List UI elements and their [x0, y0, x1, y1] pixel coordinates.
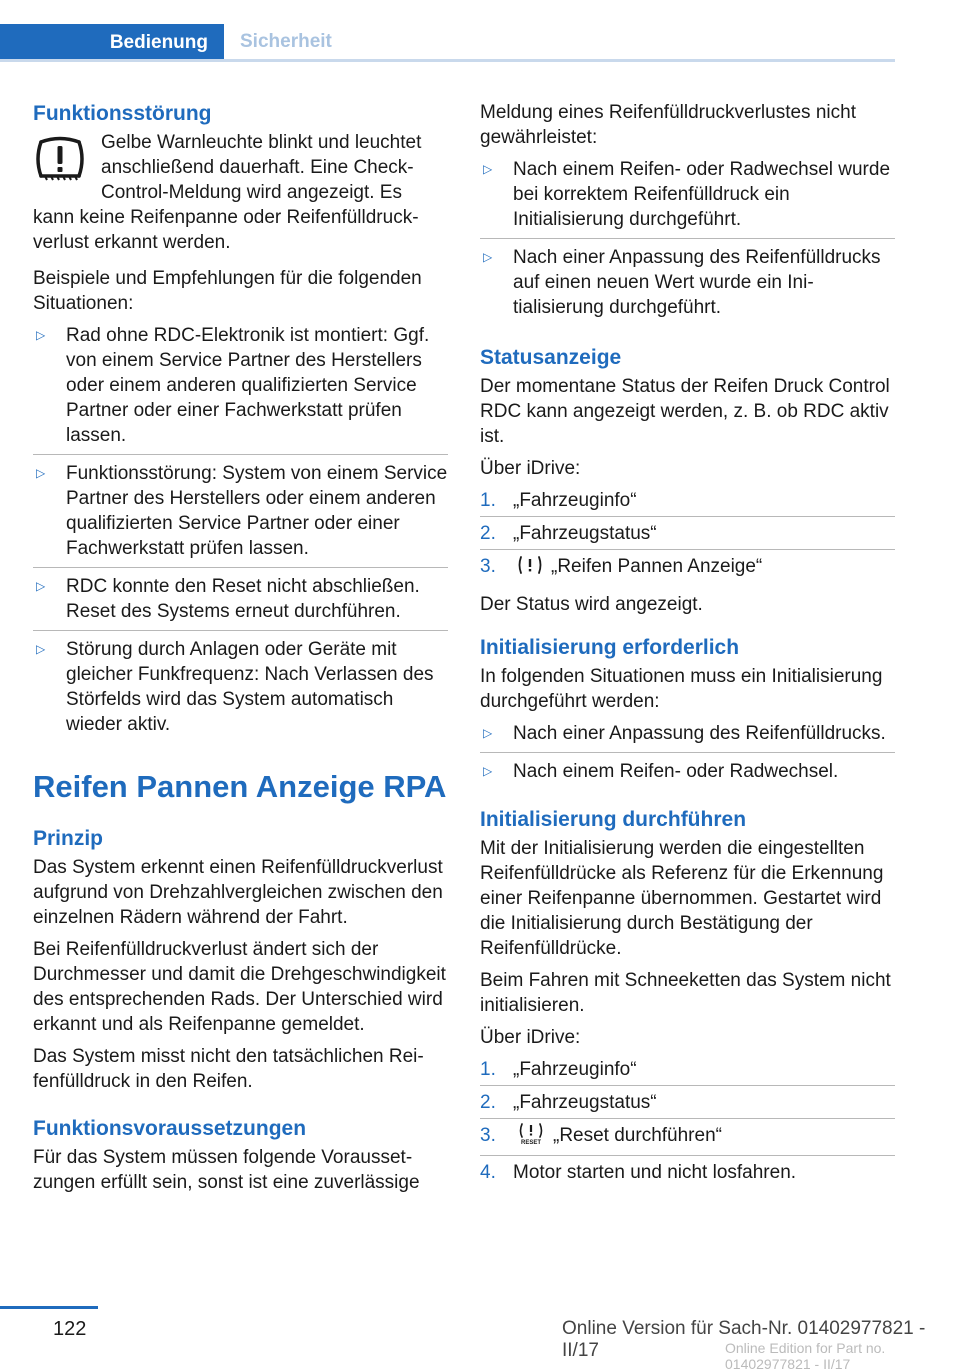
- heading-rpa: Reifen Pannen Anzeige RPA: [33, 769, 447, 804]
- triangle-bullet-icon: ▷: [36, 328, 46, 342]
- paragraph-init-do: Mit der Initialisierung werden die eingestellten Reifenfülldrücke als Referenz für die Erkennung einer Reifenpanne übernommen. Gestartet wird die Initialisierung durch Bestätigung der Reifenfülldrücke.: [480, 838, 884, 959]
- paragraph-beispiele: Beispiele und Empfehlungen für die folgenden Situationen:: [33, 268, 422, 314]
- heading-statusanzeige: Statusanzeige: [480, 346, 622, 369]
- tabbar-divider: [0, 59, 895, 62]
- footer-accent-line: [0, 1306, 98, 1309]
- triangle-bullet-icon: ▷: [483, 764, 493, 778]
- paragraph-idrive-1: Über iDrive:: [480, 458, 581, 479]
- paragraph-continuation: Meldung eines Reifenfülldruckverlustes nicht gewährleistet:: [480, 102, 856, 148]
- online-version-note: Online Version für Sach-Nr. 01402977821 - II/17: [562, 1318, 926, 1361]
- paragraph-prinzip-2: Bei Reifenfülldruckverlust ändert sich der Durchmesser und damit die Drehgeschwindigkeit des entsprechenden Rads. Der Unterschied wird erkannt und als Reifenpanne gemeldet.: [33, 939, 446, 1035]
- list-item: ▷ Rad ohne RDC-Elektronik ist montiert: Ggf. von einem Service Partner des Herstellers oder einem anderen qualifizierten Service Partner oder einer Fachwerkstatt prüfen lassen.: [33, 323, 448, 455]
- triangle-bullet-icon: ▷: [36, 579, 46, 593]
- steps-list-reset: [480, 1057, 895, 1188]
- list-item: ▷ Nach einem Reifen- oder Radwechsel wurde bei korrektem Reifenfülldruck ein Initialisierung durchgeführt.: [480, 157, 895, 239]
- tire-pressure-icon: [517, 554, 543, 583]
- watermark-text: Online Edition for Part no. 01402977821 - II/17: [725, 1340, 886, 1372]
- triangle-bullet-icon: ▷: [483, 250, 493, 264]
- bullet-list-init-situations: [480, 721, 895, 790]
- tire-warning-icon: [33, 136, 87, 182]
- heading-initialisierung-erforderlich: Initialisierung erforderlich: [480, 636, 740, 659]
- list-item: ▷ Nach einer Anpassung des Reifenfülldrucks auf einen neuen Wert wurde ein Initialisierung durchgeführt.: [483, 247, 881, 318]
- paragraph-warn: Gelbe Warnleuchte blinkt und leuchtet anschließend dauerhaft. Eine Check-Control-Meldung wird angezeigt. Es kann keine Reifenpanne oder Reifenfülldruckverlust erkannt werden.: [33, 132, 422, 253]
- list-item: 2. „Fahrzeugstatus“: [480, 1090, 895, 1119]
- tire-reset-icon: [517, 1123, 545, 1152]
- paragraph-schneeketten: Beim Fahren mit Schneeketten das System nicht initialisieren.: [480, 970, 891, 1016]
- list-item: 3. „Reifen Pannen Anzeige“: [480, 554, 895, 586]
- list-item: 1. „Fahrzeuginfo“: [480, 1057, 895, 1086]
- header-tabbar: [0, 24, 895, 62]
- list-item: ▷ Funktionsstörung: System von einem Service Partner des Herstellers oder einem anderen qualifizierten Service Partner oder einer Fachwerkstatt prüfen lassen.: [33, 461, 448, 568]
- triangle-bullet-icon: ▷: [36, 642, 46, 656]
- paragraph-voraussetzungen: Für das System müssen folgende Voraussetzungen erfüllt sein, sonst ist eine zuverlässige: [33, 1147, 420, 1193]
- list-item: ▷ RDC konnte den Reset nicht abschließen. Reset des Systems erneut durchführen.: [33, 574, 448, 631]
- bullet-list-conditions: [480, 157, 895, 326]
- triangle-bullet-icon: ▷: [36, 466, 46, 480]
- list-item: 3. RESET „Reset durchführen“: [480, 1123, 895, 1156]
- list-item: ▷ Nach einem Reifen- oder Radwechsel.: [483, 761, 839, 782]
- list-item: ▷ Störung durch Anlagen oder Geräte mit gleicher Funkfrequenz: Nach Verlassen des Störfelds wird das System automatisch wieder aktiv.: [36, 639, 434, 735]
- tab-bedienung[interactable]: Bedienung: [0, 24, 224, 62]
- list-item: 1. „Fahrzeuginfo“: [480, 488, 895, 517]
- page-number: 122: [53, 1318, 87, 1340]
- list-item: 4. Motor starten und nicht losfahren.: [480, 1162, 797, 1183]
- tab-sicherheit[interactable]: Sicherheit: [240, 31, 332, 52]
- steps-list-status: [480, 488, 895, 586]
- paragraph-status-shown: Der Status wird angezeigt.: [480, 594, 703, 615]
- paragraph-init-req: In folgenden Situationen muss ein Initialisierung durchgeführt werden:: [480, 666, 883, 712]
- svg-text:RESET: RESET: [520, 1140, 542, 1145]
- paragraph-prinzip-3: Das System misst nicht den tatsächlichen Reifenfülldruck in den Reifen.: [33, 1046, 424, 1092]
- bullet-list-situations: [33, 323, 448, 743]
- right-column: [480, 100, 895, 1194]
- triangle-bullet-icon: ▷: [483, 162, 493, 176]
- list-item: 2. „Fahrzeugstatus“: [480, 521, 895, 550]
- heading-initialisierung-durchfuehren: Initialisierung durchführen: [480, 808, 747, 831]
- paragraph-prinzip-1: Das System erkennt einen Reifenfülldruckverlust aufgrund von Drehzahlvergleichen zwischen den einzelnen Rädern während der Fahrt.: [33, 857, 443, 928]
- list-item: ▷ Nach einer Anpassung des Reifenfülldrucks.: [480, 721, 895, 753]
- triangle-bullet-icon: ▷: [483, 726, 493, 740]
- left-column: [33, 100, 448, 1202]
- paragraph-status: Der momentane Status der Reifen Druck Control RDC kann angezeigt werden, z. B. ob RDC aktiv ist.: [480, 376, 890, 447]
- heading-funktionsstoerung: Funktionsstörung: [33, 102, 212, 125]
- heading-prinzip: Prinzip: [33, 827, 104, 850]
- paragraph-idrive-2: Über iDrive:: [480, 1027, 581, 1048]
- heading-funktionsvoraussetzungen: Funktionsvoraussetzungen: [33, 1117, 307, 1140]
